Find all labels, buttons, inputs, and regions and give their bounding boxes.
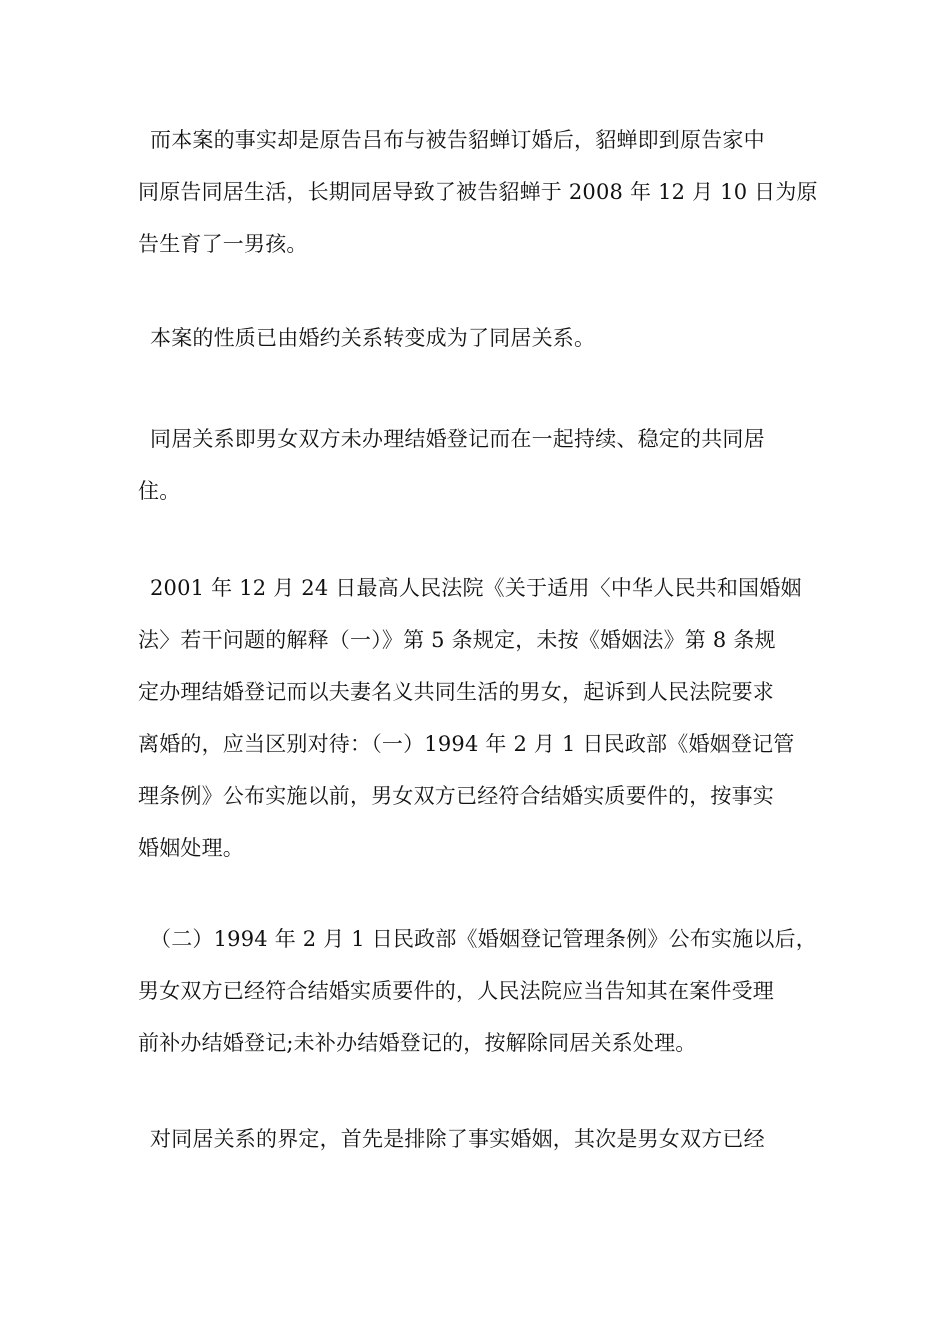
paragraph-2-line-1: 本案的性质已由婚约关系转变成为了同居关系。 — [150, 326, 596, 350]
paragraph-2 — [138, 312, 822, 364]
paragraph-3 — [138, 413, 822, 517]
paragraph-6 — [138, 1113, 822, 1165]
paragraph-4-line-5: 理条例》公布实施以前，男女双方已经符合结婚实质要件的，按事实 — [138, 784, 774, 808]
paragraph-4-line-4: 离婚的，应当区别对待：（一）1994 年 2 月 1 日民政部《婚姻登记管 — [138, 732, 795, 756]
paragraph-4-line-3: 定办理结婚登记而以夫妻名义共同生活的男女，起诉到人民法院要求 — [138, 680, 774, 704]
paragraph-1-line-1: 而本案的事实却是原告吕布与被告貂蝉订婚后，貂蝉即到原告家中 — [150, 128, 765, 152]
paragraph-5-line-1: （二）1994 年 2 月 1 日民政部《婚姻登记管理条例》公布实施以后， — [150, 927, 817, 951]
paragraph-1-line-3: 告生育了一男孩。 — [138, 232, 308, 256]
paragraph-4-line-2: 法〉若干问题的解释（一）》第 5 条规定，未按《婚姻法》第 8 条规 — [138, 628, 776, 652]
paragraph-4-line-1: 2001 年 12 月 24 日最高人民法院《关于适用〈中华人民共和国婚姻 — [150, 576, 802, 600]
paragraph-5-line-2: 男女双方已经符合结婚实质要件的，人民法院应当告知其在案件受理 — [138, 979, 774, 1003]
paragraph-6-line-1: 对同居关系的界定，首先是排除了事实婚姻，其次是男女双方已经 — [150, 1127, 765, 1151]
paragraph-5-line-3: 前补办结婚登记;未补办结婚登记的，按解除同居关系处理。 — [138, 1031, 697, 1055]
paragraph-4-line-6: 婚姻处理。 — [138, 836, 244, 860]
paragraph-5 — [138, 913, 822, 1069]
paragraph-3-line-1: 同居关系即男女双方未办理结婚登记而在一起持续、稳定的共同居 — [150, 427, 765, 451]
paragraph-1 — [138, 114, 822, 270]
paragraph-4 — [138, 562, 822, 874]
paragraph-1-line-2: 同原告同居生活，长期同居导致了被告貂蝉于 2008 年 12 月 10 日为原 — [138, 180, 818, 204]
paragraph-3-line-2: 住。 — [138, 479, 181, 503]
